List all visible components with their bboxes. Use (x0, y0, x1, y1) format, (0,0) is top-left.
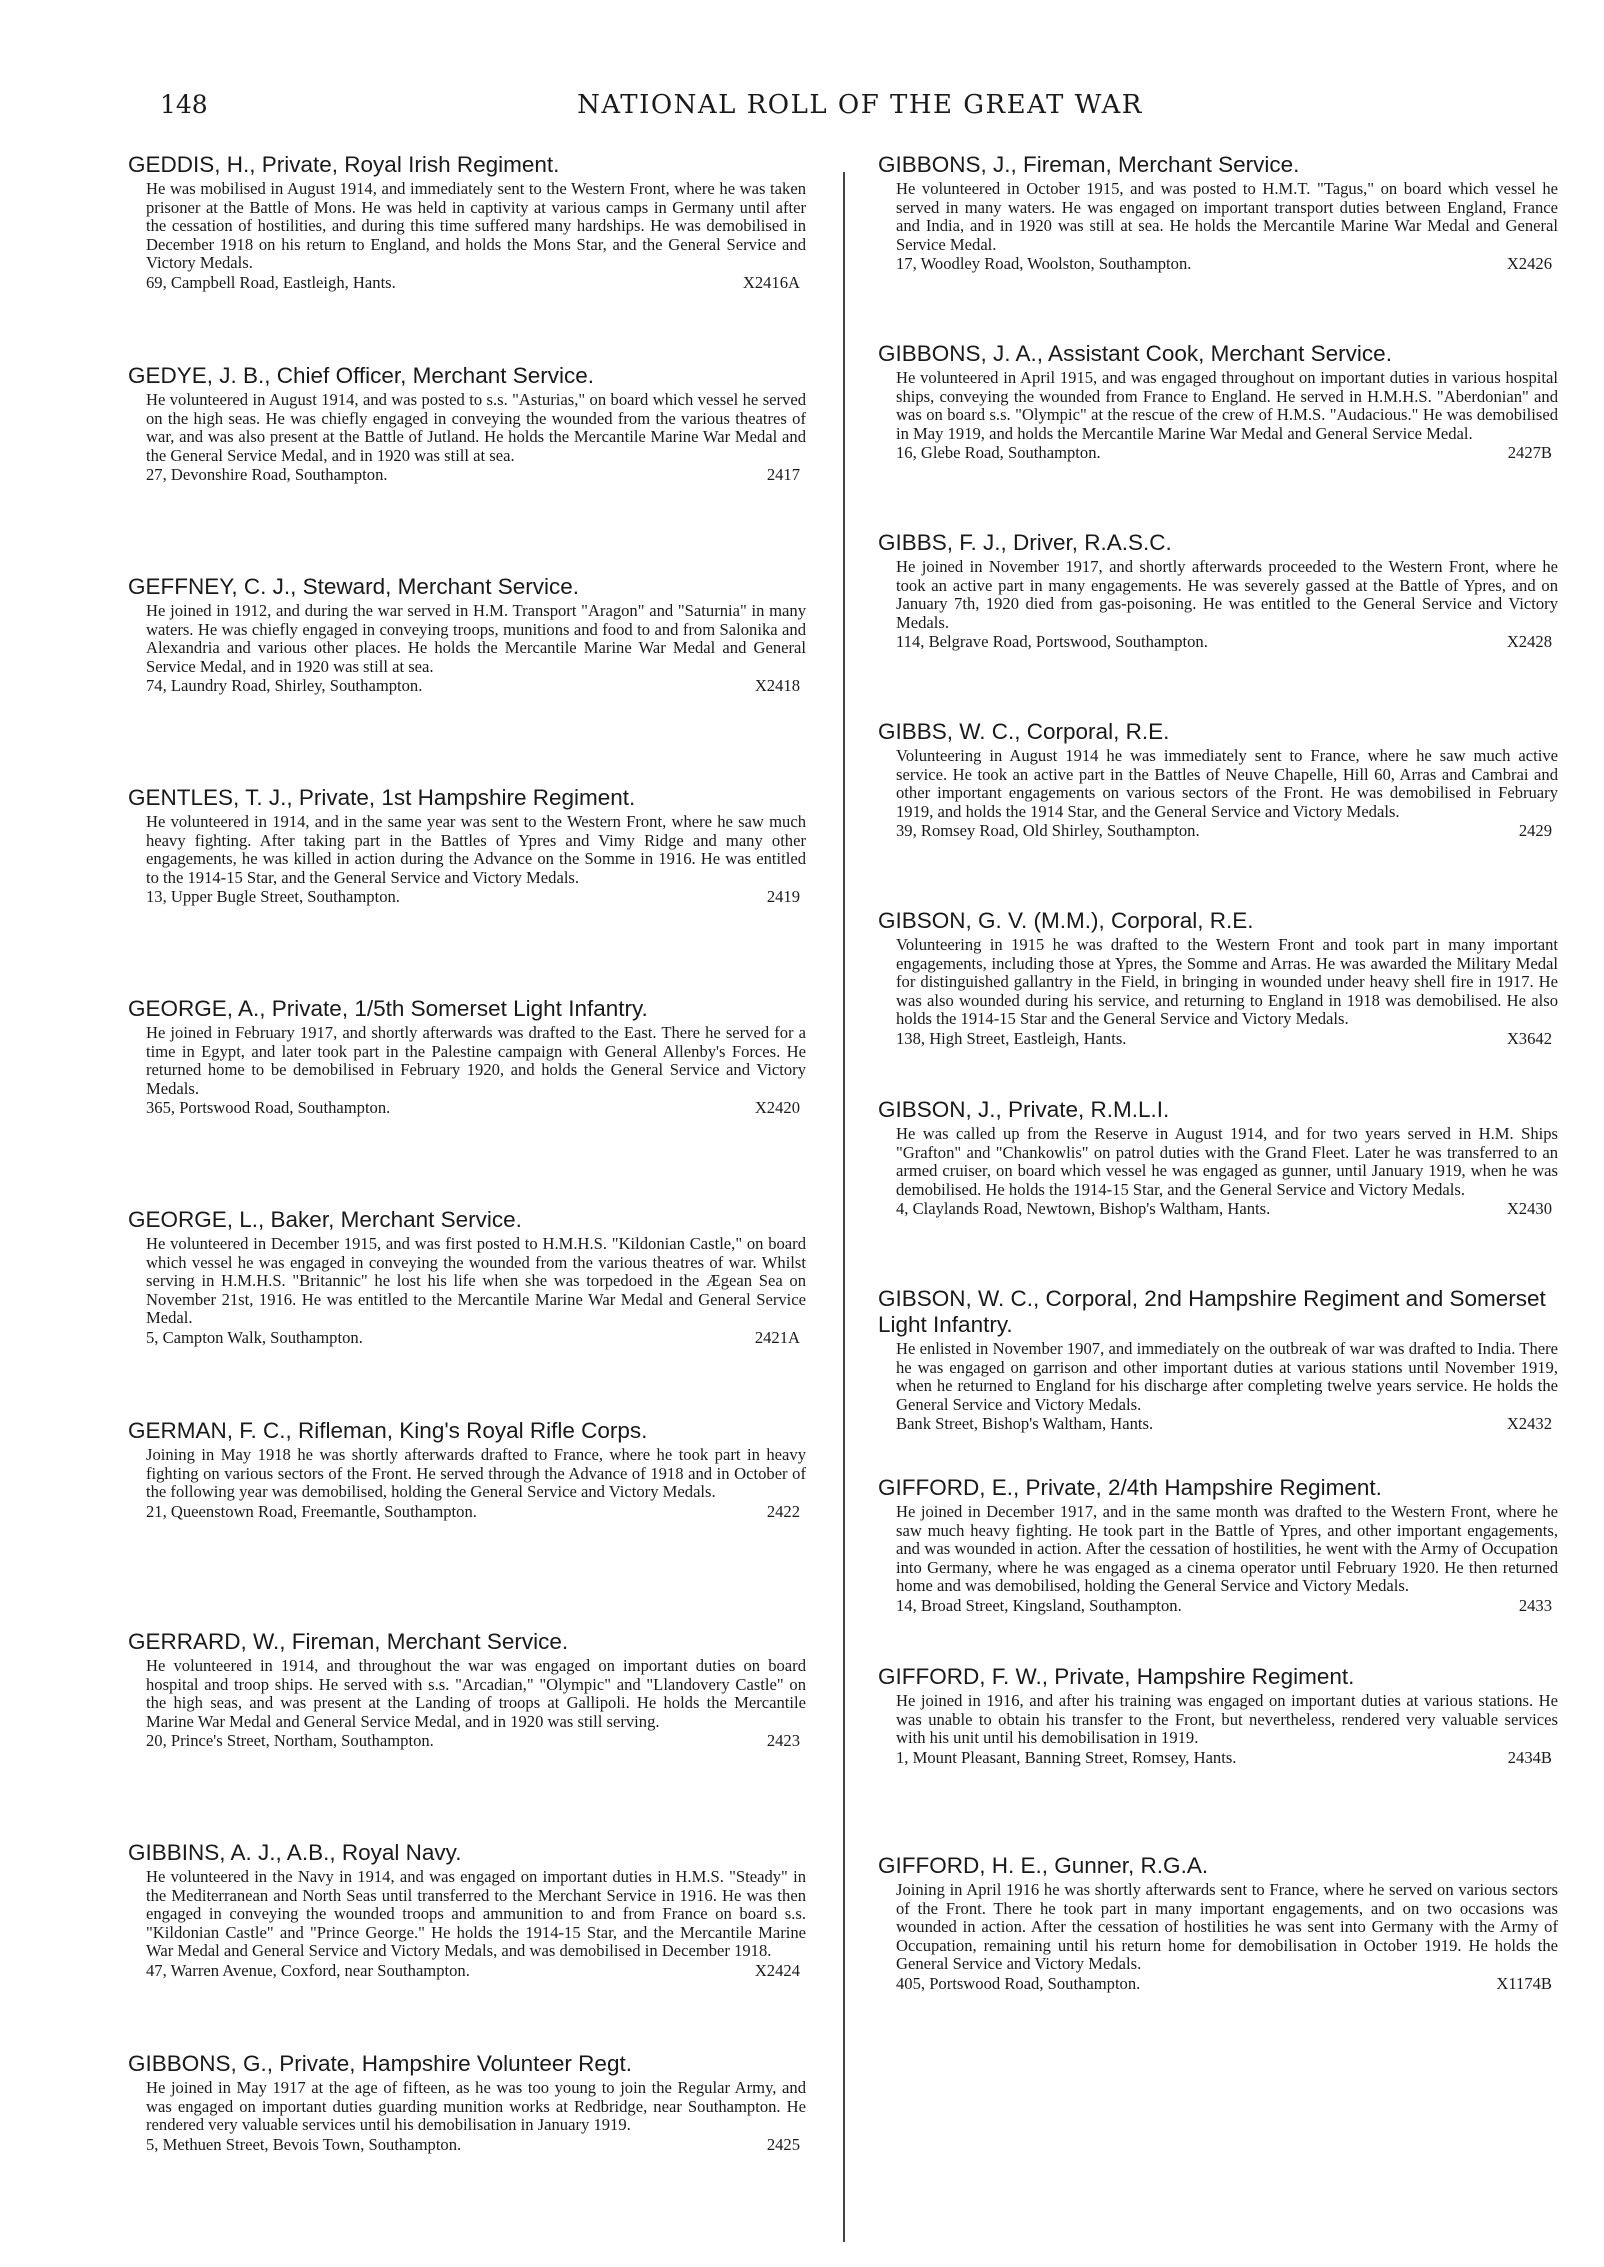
entry-heading: GIFFORD, H. E., Gunner, R.G.A. (878, 1853, 1209, 1878)
entry-reference: X1174B (1496, 1973, 1552, 1993)
entry-body: Joining in May 1918 he was shortly afterwards drafted to France, where he took part in heavy fighting on various sectors of the Front. He served through the Advance of 1918 and in October of the following year was demobilised, holding the General Service and Victory Medals. (146, 1445, 806, 1502)
entry-heading: GENTLES, T. J., Private, 1st Hampshire Regiment. (128, 785, 636, 810)
entry-body: He was called up from the Reserve in August 1914, and for two years served in H.M. Ships "Grafton" and "Chankowlis" on patrol duties with the Grand Fleet. Later he was transferred to an armed cruiser, on board which vessel he was engaged as gunner, until January 1919, when he was demobilised. He holds the 1914-15 Star, and the General Service and Victory Medals. (896, 1124, 1558, 1199)
entry-heading: GIBBONS, J. A., Assistant Cook, Merchant Service. (878, 341, 1392, 366)
entry-address: 20, Prince's Street, Northam, Southampton. (146, 1731, 434, 1751)
entry-address: 17, Woodley Road, Woolston, Southampton. (896, 254, 1192, 274)
entry-heading: GIBSON, G. V. (M.M.), Corporal, R.E. (878, 908, 1254, 933)
entry-footer (146, 676, 806, 695)
entry-body: He volunteered in December 1915, and was first posted to H.M.H.S. "Kildonian Castle," on board which vessel he was engaged in conveying the wounded from the various theatres of war. Whilst serving in H.M.H.S. "Britannic" he lost his life when she was torpedoed in the Ægean Sea on November 21st, 1916. He was entitled to the Mercantile Marine War Medal and General Service Medal. (146, 1234, 806, 1328)
running-title: NATIONAL ROLL OF THE GREAT WAR (577, 90, 1143, 120)
roll-entry (878, 719, 1558, 894)
entry-body: He joined in February 1917, and shortly afterwards was drafted to the East. There he served for a time in Egypt, and later took part in the Palestine campaign with General Allenby's Forces. He returned home to be demobilised in February 1920, and holds the General Service and Victory Medals. (146, 1023, 806, 1098)
entry-address: 21, Queenstown Road, Freemantle, Southampton. (146, 1501, 477, 1521)
entry-footer (146, 1098, 806, 1117)
entry-reference: 2427B (1507, 443, 1552, 463)
entry-heading: GEORGE, A., Private, 1/5th Somerset Light Infantry. (128, 996, 648, 1021)
page-number: 148 (160, 90, 208, 119)
entry-footer (896, 1029, 1558, 1048)
entry-footer (896, 1748, 1558, 1767)
entry-footer (896, 443, 1558, 462)
roll-entry (128, 996, 806, 1193)
entry-footer (146, 887, 806, 906)
column-divider (843, 172, 845, 2242)
entry-body: He enlisted in November 1907, and immediately on the outbreak of war was drafted to India. There he was engaged on garrison and other important duties at various stations until November 1919, when he returned to England for his discharge after completing twelve years service. He holds the General Service and Victory Medals. (896, 1339, 1558, 1414)
entry-reference: X2420 (754, 1098, 800, 1118)
entry-heading: GERRARD, W., Fireman, Merchant Service. (128, 1629, 569, 1654)
entry-footer (896, 632, 1558, 651)
roll-entry (878, 530, 1558, 705)
entry-reference: 2434B (1507, 1747, 1552, 1767)
roll-entry (878, 341, 1558, 516)
entry-body: He volunteered in 1914, and in the same year was sent to the Western Front, where he saw much heavy fighting. After taking part in the Battles of Ypres and Vimy Ridge and many other engagements, he was killed in action during the Advance on the Somme in 1916. He was entitled to the 1914-15 Star, and the General Service and Victory Medals. (146, 812, 806, 887)
roll-entry (878, 152, 1558, 327)
entry-body: Volunteering in August 1914 he was immediately sent to France, where he saw much active service. He took an active part in the Battles of Neuve Chapelle, Hill 60, Arras and Cambrai and other important engagements on various sectors of the Front. He was demobilised in February 1919, and holds the 1914 Star, and the General Service and Victory Medals. (896, 746, 1558, 821)
entry-heading: GIBBS, F. J., Driver, R.A.S.C. (878, 530, 1172, 555)
entry-address: 4, Claylands Road, Newtown, Bishop's Waltham, Hants. (896, 1199, 1271, 1219)
roll-entry (128, 785, 806, 982)
roll-entry (128, 574, 806, 771)
roll-entry (878, 1853, 1558, 2028)
entry-address: 5, Campton Walk, Southampton. (146, 1327, 363, 1347)
roll-entry (128, 363, 806, 560)
entry-address: 365, Portswood Road, Southampton. (146, 1098, 391, 1118)
entry-address: 47, Warren Avenue, Coxford, near Southampton. (146, 1960, 470, 1980)
entry-reference: 2419 (766, 887, 800, 907)
entry-reference: X2432 (1506, 1414, 1552, 1434)
entry-heading: GEDYE, J. B., Chief Officer, Merchant Service. (128, 363, 594, 388)
entry-footer (896, 1199, 1558, 1218)
entry-reference: 2421A (754, 1327, 800, 1347)
roll-entry (878, 908, 1558, 1083)
entry-footer (146, 2135, 806, 2154)
entry-heading: GIBSON, J., Private, R.M.L.I. (878, 1097, 1170, 1122)
entry-body: He volunteered in 1914, and throughout the war was engaged on important duties on board hospital and troop ships. He served with s.s. "Arcadian," "Olympic" and "Llandovery Castle" on the high seas, and was present at the Landing of troops at Gallipoli. He holds the Mercantile Marine War Medal and General Service Medal, and in 1920 was still serving. (146, 1656, 806, 1731)
entry-heading: GIBBINS, A. J., A.B., Royal Navy. (128, 1840, 462, 1865)
entry-reference: 2433 (1518, 1595, 1552, 1615)
entry-footer (146, 1502, 806, 1521)
entry-address: 5, Methuen Street, Bevois Town, Southampton. (146, 2134, 462, 2154)
entry-footer (146, 1731, 806, 1750)
entry-address: Bank Street, Bishop's Waltham, Hants. (896, 1414, 1154, 1434)
entry-body: Volunteering in 1915 he was drafted to the Western Front and took part in many important engagements, including those at Ypres, the Somme and Arras. He was awarded the Military Medal for distinguished gallantry in the Field, in bringing in wounded under heavy shell fire in 1917. He was also wounded during his service, and returning to England in 1918 was demobilised. He also holds the 1914-15 Star and the General Service and Victory Medals. (896, 935, 1558, 1029)
entry-heading: GIFFORD, E., Private, 2/4th Hampshire Regiment. (878, 1475, 1382, 1500)
entry-reference: X2416A (742, 272, 800, 292)
roll-entry (878, 1097, 1558, 1272)
entry-body: He joined in May 1917 at the age of fifteen, as he was too young to join the Regular Army, and was engaged on important duties guarding munition works at Redbridge, near Southampton. He rendered very valuable services until his demobilisation in January 1919. (146, 2078, 806, 2135)
entry-heading: GIBSON, W. C., Corporal, 2nd Hampshire Regiment and Somerset Light Infantry. (878, 1286, 1546, 1337)
entry-address: 14, Broad Street, Kingsland, Southampton. (896, 1595, 1182, 1615)
entry-address: 27, Devonshire Road, Southampton. (146, 465, 388, 485)
entry-address: 114, Belgrave Road, Portswood, Southampton. (896, 632, 1208, 652)
entry-body: He joined in November 1917, and shortly afterwards proceeded to the Western Front, where he took an active part in many engagements. He was severely gassed at the Battle of Ypres, and on January 7th, 1920 died from gas-poisoning. He was entitled to the General Service and Victory Medals. (896, 557, 1558, 632)
entry-reference: 2425 (766, 2134, 800, 2154)
entry-footer (146, 1328, 806, 1347)
entry-heading: GIFFORD, F. W., Private, Hampshire Regiment. (878, 1664, 1355, 1689)
entry-footer (896, 1974, 1558, 1993)
entry-address: 405, Portswood Road, Southampton. (896, 1973, 1141, 1993)
entry-address: 39, Romsey Road, Old Shirley, Southampton. (896, 821, 1200, 841)
entry-heading: GERMAN, F. C., Rifleman, King's Royal Rifle Corps. (128, 1418, 648, 1443)
entry-heading: GIBBONS, G., Private, Hampshire Volunteer Regt. (128, 2051, 632, 2076)
entry-reference: 2422 (766, 1501, 800, 1521)
entry-footer (896, 821, 1558, 840)
roll-entry (128, 1418, 806, 1615)
entry-address: 16, Glebe Road, Southampton. (896, 443, 1101, 463)
page-header (160, 90, 1560, 130)
roll-entry (878, 1475, 1558, 1650)
roll-entry (128, 152, 806, 349)
entry-reference: X3642 (1506, 1028, 1552, 1048)
roll-entry (878, 1286, 1558, 1461)
entry-heading: GIBBONS, J., Fireman, Merchant Service. (878, 152, 1300, 177)
entry-heading: GEFFNEY, C. J., Steward, Merchant Service. (128, 574, 579, 599)
entry-heading: GEORGE, L., Baker, Merchant Service. (128, 1207, 522, 1232)
roll-entry (878, 1664, 1558, 1839)
entry-footer (146, 1961, 806, 1980)
entry-reference: 2429 (1518, 821, 1552, 841)
entry-reference: X2424 (754, 1960, 800, 1980)
entry-body: He was mobilised in August 1914, and immediately sent to the Western Front, where he was taken prisoner at the Battle of Mons. He was held in captivity at various camps in Germany until after the cessation of hostilities, and during this time suffered many hardships. He was demobilised in December 1918 on his return to England, and holds the Mons Star, and the General Service and Victory Medals. (146, 179, 806, 273)
entry-address: 74, Laundry Road, Shirley, Southampton. (146, 676, 423, 696)
entry-address: 1, Mount Pleasant, Banning Street, Romsey, Hants. (896, 1747, 1237, 1767)
entry-footer (896, 1596, 1558, 1615)
entry-footer (146, 273, 806, 292)
roll-entry (128, 1207, 806, 1404)
entry-footer (896, 254, 1558, 273)
entry-body: He joined in 1916, and after his training was engaged on important duties at various stations. He was unable to obtain his transfer to the Front, but nevertheless, rendered very valuable services with his unit until his demobilisation in 1919. (896, 1691, 1558, 1748)
left-column (128, 152, 806, 2262)
entry-reference: X2418 (754, 676, 800, 696)
entry-body: He joined in 1912, and during the war served in H.M. Transport "Aragon" and "Saturnia" in many waters. He was chiefly engaged in conveying troops, munitions and food to and from Salonika and Alexandria and various other places. He holds the Mercantile Marine War Medal and General Service Medal, and in 1920 was still at sea. (146, 601, 806, 676)
entry-address: 13, Upper Bugle Street, Southampton. (146, 887, 400, 907)
roll-entry (128, 1840, 806, 2037)
entry-address: 138, High Street, Eastleigh, Hants. (896, 1028, 1127, 1048)
entry-footer (146, 465, 806, 484)
entry-reference: X2430 (1506, 1199, 1552, 1219)
roll-entry (128, 2051, 806, 2248)
entry-body: He volunteered in the Navy in 1914, and was engaged on important duties in H.M.S. "Steady" in the Mediterranean and North Seas until transferred to the Merchant Service in 1916. He was then engaged in conveying the wounded troops and ammunition to and from France on board s.s. "Kildonian Castle" and "Prince George." He holds the 1914-15 Star, and the Mercantile Marine War Medal and General Service and Victory Medals, and was demobilised in December 1918. (146, 1867, 806, 1961)
entry-address: 69, Campbell Road, Eastleigh, Hants. (146, 272, 396, 292)
entry-reference: 2423 (766, 1731, 800, 1751)
right-column (878, 152, 1558, 2042)
entry-body: He volunteered in October 1915, and was posted to H.M.T. "Tagus," on board which vessel he served in many waters. He was engaged on important transport duties between England, France and India, and in 1920 was still at sea. He holds the Mercantile Marine War Medal and General Service Medal. (896, 179, 1558, 254)
entry-body: Joining in April 1916 he was shortly afterwards sent to France, where he served on various sectors of the Front. There he took part in many important engagements, and on two occasions was wounded in action. After the cessation of hostilities he was sent into Germany with the Army of Occupation, remaining until his return home for demobilisation in October 1919. He holds the General Service and Victory Medals. (896, 1880, 1558, 1974)
entry-heading: GIBBS, W. C., Corporal, R.E. (878, 719, 1170, 744)
entry-body: He joined in December 1917, and in the same month was drafted to the Western Front, where he saw much heavy fighting. He took part in the Battle of Ypres, and other important engagements, and was wounded in action. After the cessation of hostilities, he went with the Army of Occupation into Germany, where he was engaged as a cinema operator until February 1920. He then returned home and was demobilised, holding the General Service and Victory Medals. (896, 1502, 1558, 1596)
entry-reference: 2417 (766, 465, 800, 485)
entry-reference: X2428 (1506, 632, 1552, 652)
entry-footer (896, 1414, 1558, 1433)
entry-body: He volunteered in April 1915, and was engaged throughout on important duties in various hospital ships, conveying the wounded from France to England. He served in H.M.H.S. "Aberdonian" and was on board s.s. "Olympic" at the rescue of the crew of H.M.S. "Audacious." He was demobilised in May 1919, and holds the Mercantile Marine War Medal and General Service Medal. (896, 368, 1558, 443)
entry-body: He volunteered in August 1914, and was posted to s.s. "Asturias," on board which vessel he served on the high seas. He was chiefly engaged in conveying the wounded from the various theatres of war, and was also present at the Battle of Jutland. He holds the Mercantile Marine War Medal and the General Service Medal, and in 1920 was still at sea. (146, 390, 806, 465)
roll-entry (128, 1629, 806, 1826)
entry-reference: X2426 (1506, 254, 1552, 274)
entry-heading: GEDDIS, H., Private, Royal Irish Regiment. (128, 152, 560, 177)
